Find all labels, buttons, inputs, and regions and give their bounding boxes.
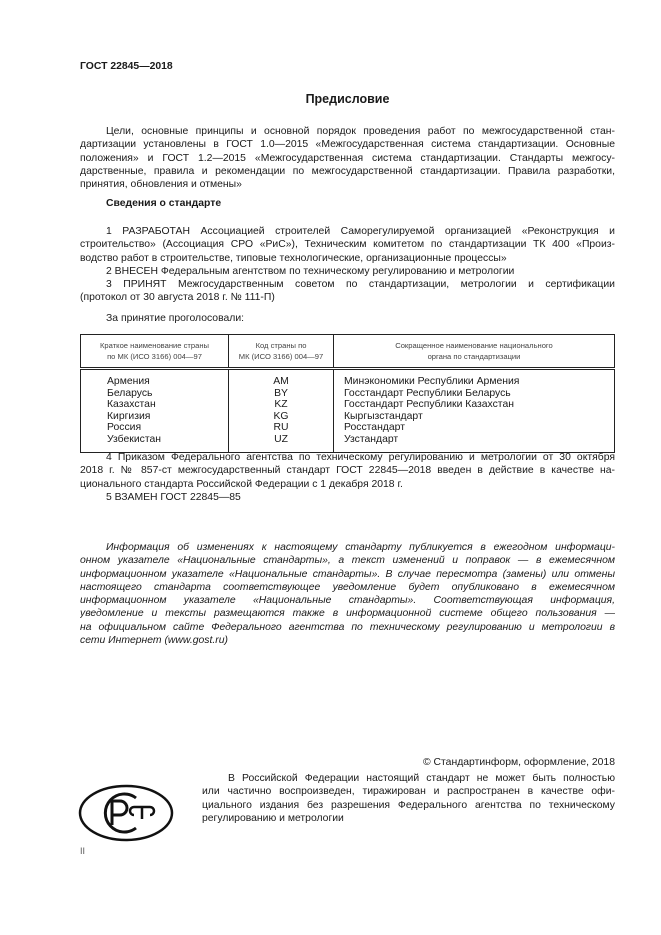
- legal-notice: [202, 772, 615, 825]
- voting-table: [80, 334, 615, 453]
- text-line: дартизации установлены в ГОСТ 1.0—2015 «Межгосударственная система стандартизации. Основные: [80, 139, 615, 151]
- text-line: 2018 г. № 857-ст межгосударственный стандарт ГОСТ 22845—2018 введен в действие в качестве на-: [80, 465, 615, 477]
- text-line: на официальном сайте Федерального агентства по техническому регулированию и метрологии в: [80, 621, 615, 633]
- text-line: 2 ВНЕСЕН Федеральным агентством по техническому регулированию и метрологии: [106, 265, 515, 277]
- rst-logo-icon: [78, 783, 174, 843]
- text-line: дарственные, правила и рекомендации по межгосударственной стандартизации. Правила разработки,: [80, 165, 615, 177]
- text-line: Цели, основные принципы и основной порядок проведения работ по межгосударственной стан-: [106, 126, 615, 137]
- text-line: онном указателе «Национальные стандарты», а текст изменений и поправок — в ежемесячном: [80, 555, 615, 567]
- text-line: Информация об изменениях к настоящему стандарту публикуется в ежегодном информаци-: [106, 542, 615, 553]
- text-line: принятия, обновления и отмены»: [80, 179, 242, 191]
- rst-logo: [78, 783, 174, 843]
- copyright: © Стандартинформ, оформление, 2018: [422, 757, 615, 768]
- text-line: регулированию и метрологии: [202, 812, 344, 824]
- text-line: настоящего стандарта соответствующее уведомление будет опубликовано в ежемесячном: [80, 581, 615, 593]
- text-line: или частично воспроизведен, тиражирован и распространен в качестве офи-: [202, 786, 615, 798]
- code-cell: AM BY KZ KG RU UZ: [229, 369, 334, 453]
- standard-info-items-continued: [80, 451, 615, 504]
- text-line: 5 ВЗАМЕН ГОСТ 22845—85: [106, 491, 241, 503]
- text-line: 3 ПРИНЯТ Межгосударственным советом по стандартизации, метрологии и сертификации: [106, 279, 615, 291]
- page-title: Предисловие: [305, 92, 390, 106]
- text-line: строительство» (Ассоциация СРО «РиС»), Техническим комитетом по стандартизации ТК 400 «Произ-: [80, 239, 615, 251]
- text-line: положения» и ГОСТ 1.2—2015 «Межгосударственная система стандартизации. Стандарты межгосу-: [80, 152, 615, 164]
- standard-info-items: [80, 225, 615, 305]
- country-cell: Армения Беларусь Казахстан Киргизия Россия Узбекистан: [81, 369, 229, 453]
- text-line: циального издания без разрешения Федерального агентства по техническому: [202, 799, 615, 811]
- column-header: Краткое наименование страны по МК (ИСО 3166) 004—97: [81, 335, 229, 369]
- intro-paragraph: [80, 125, 615, 191]
- section-heading: Сведения о стандарте: [106, 198, 222, 209]
- text-line: информационном указателе «Национальные стандарты». В случае пересмотра (замены) или отмены: [80, 568, 615, 580]
- column-header: Сокращенное наименование национального органа по стандартизации: [334, 335, 615, 369]
- body-cell: Минэкономики Республики Армения Госстандарт Республики Беларусь Госстандарт Республики Казахстан Кыргызстандарт Росстандарт Узстандарт: [334, 369, 615, 453]
- text-line: ционального стандарта Российской Федерации с 1 декабря 2018 г.: [80, 478, 403, 490]
- text-line: 1 РАЗРАБОТАН Ассоциацией строителей Саморегулируемой организацией «Реконструкция и: [106, 226, 615, 237]
- document-id: ГОСТ 22845—2018: [80, 61, 173, 72]
- table-header-row: [81, 335, 615, 369]
- text-line: уведомление и тексты размещаются также в информационной системе общего пользования —: [80, 608, 615, 620]
- text-line: 4 Приказом Федерального агентства по техническому регулированию и метрологии от 30 октября: [106, 452, 615, 463]
- text-line: водство работ в строительстве, типовые технологические, организационные процессы»: [80, 252, 507, 264]
- text-line: В Российской Федерации настоящий стандарт не может быть полностью: [228, 773, 615, 784]
- text-line: (протокол от 30 августа 2018 г. № 111-П): [80, 292, 275, 304]
- voted-label: За принятие проголосовали:: [106, 313, 245, 324]
- text-line: сети Интернет (www.gost.ru): [80, 635, 228, 647]
- column-header: Код страны по МК (ИСО 3166) 004—97: [229, 335, 334, 369]
- table-body: [81, 369, 615, 453]
- text-line: информационном указателе «Национальные стандарты». Соответствующая информация,: [80, 595, 615, 607]
- page-number: II: [80, 846, 86, 856]
- notice-paragraph: [80, 541, 615, 647]
